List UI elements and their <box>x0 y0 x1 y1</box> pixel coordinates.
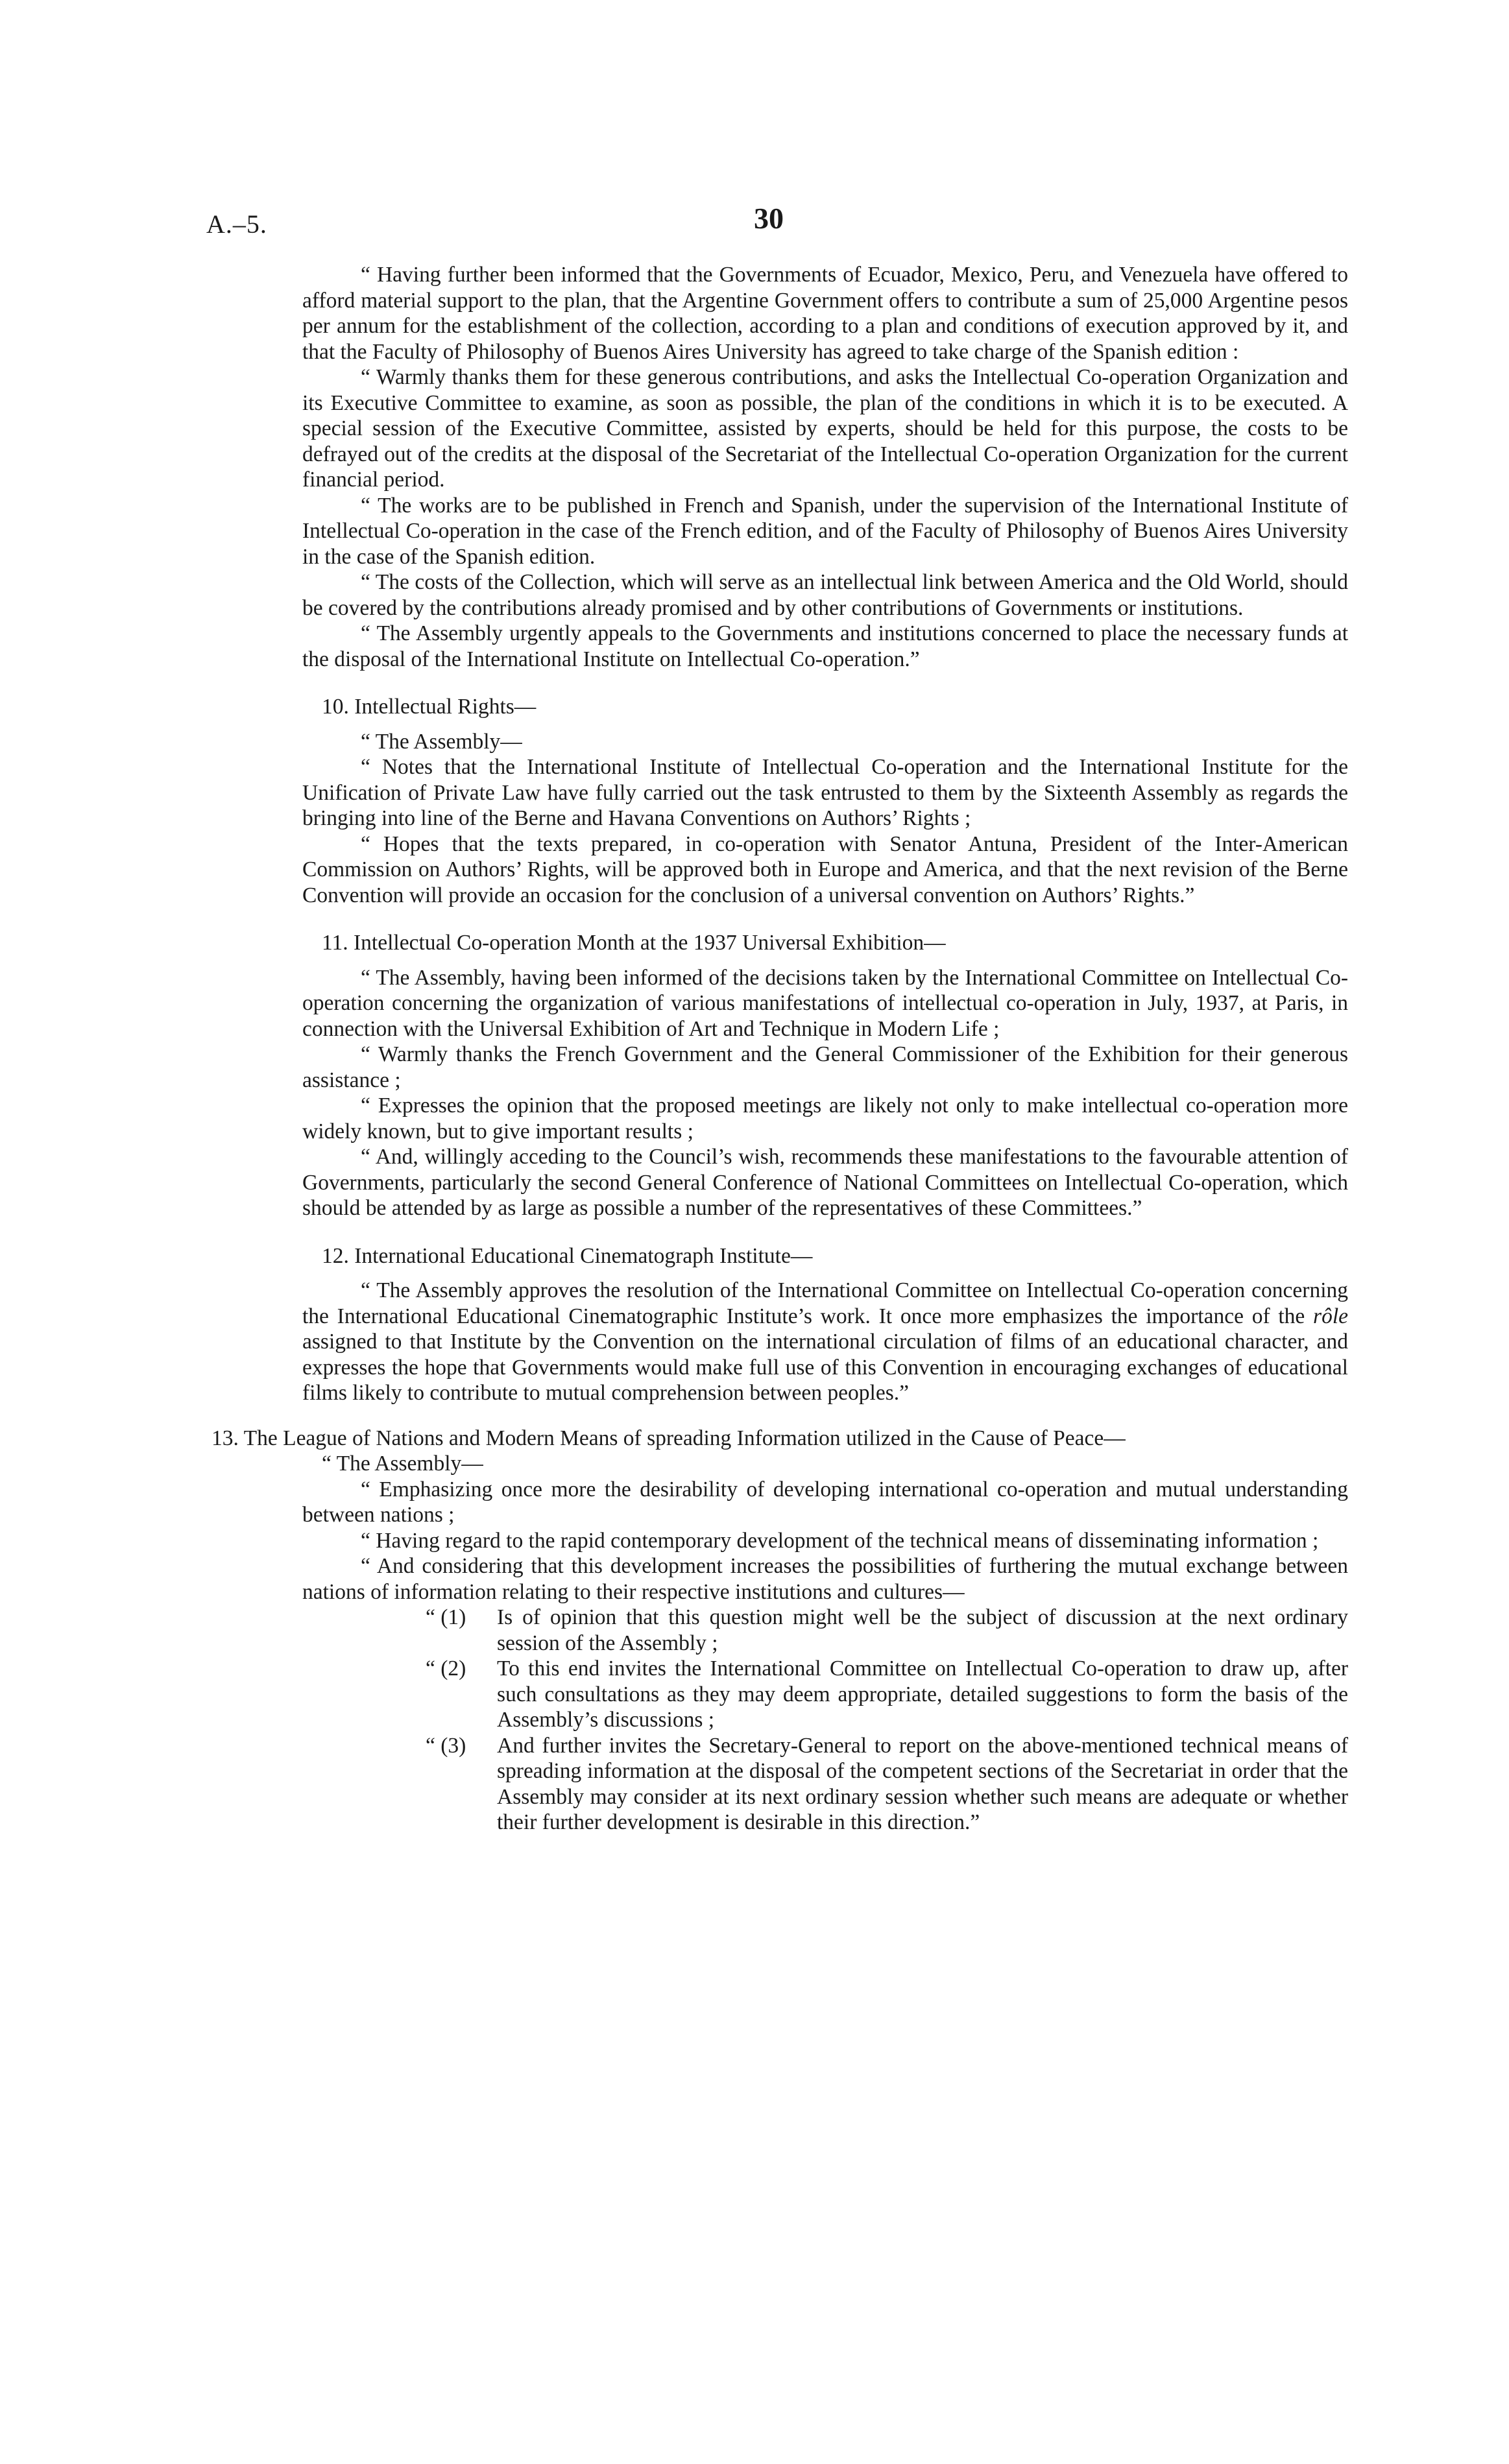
document-body <box>211 262 1348 1836</box>
paragraph: “ And, willingly acceding to the Council’s wish, recommends these manifestations to the favourable attention of Governments, particularly the second General Conference of National Committees on Intellectual Co-operation, which should be attended by as large as possible a number of the representatives of these Committees.” <box>302 1145 1348 1220</box>
paragraph: “ Emphasizing once more the desirability of developing international co-operation and mutual understanding between nations ; <box>302 1477 1348 1527</box>
paragraph: “ Expresses the opinion that the proposed meetings are likely not only to make intellectual co-operation more widely known, but to give important results ; <box>302 1094 1348 1143</box>
paragraph: “ The Assembly urgently appeals to the Governments and institutions concerned to place the necessary funds at the disposal of the International Institute on Intellectual Co-operation.” <box>302 621 1348 671</box>
item-number: “ (3) <box>426 1733 466 1758</box>
page-number: 30 <box>754 202 784 235</box>
document-reference: A.–5. <box>206 209 267 239</box>
item-text: And further invites the Secretary-General to report on the above-mentioned technical means of spreading information at the disposal of the competent sections of the Secretariat in order that the Assembly may consider at its next ordinary session whether such means are adequate or whether their further development is desirable in this direction.” <box>497 1733 1348 1834</box>
paragraph: “ Warmly thanks the French Government and the General Commissioner of the Exhibition for their generous assistance ; <box>302 1042 1348 1092</box>
paragraph: “ The costs of the Collection, which will serve as an intellectual link between America and the Old World, should be covered by the contributions already promised and by other contributions of Governments or institutions. <box>302 570 1348 620</box>
item-number: “ (1) <box>426 1605 466 1629</box>
paragraph <box>302 1278 1348 1406</box>
paragraph: “ Notes that the International Institute of Intellectual Co-operation and the International Institute for the Unification of Private Law have fully carried out the task entrusted to them by the Sixteenth Assembly as regards the bringing into line of the Berne and Havana Conventions on Authors’ Rights ; <box>302 755 1348 830</box>
section-heading-13: 13. The League of Nations and Modern Means of spreading Information utilized in the Cause of Peace— <box>211 1426 1126 1450</box>
text-run: assigned to that Institute by the Convention on the international circulation of films of an educational character, and expresses the hope that Governments would make full use of this Convention in encouraging exchanges of educational films likely to contribute to mutual comprehension between peoples.” <box>302 1330 1348 1405</box>
numbered-item <box>426 1605 1348 1656</box>
numbered-item <box>426 1656 1348 1733</box>
section-heading-10: 10. Intellectual Rights— <box>322 695 537 719</box>
item-text: To this end invites the International Committee on Intellectual Co-operation to draw up, after such consultations as they may deem appropriate, detailed suggestions to form the basis of the Assembly’s discussions ; <box>497 1657 1348 1732</box>
section-heading-11: 11. Intellectual Co-operation Month at the 1937 Universal Exhibition— <box>322 931 946 955</box>
text-run: “ The Assembly approves the resolution of the International Committee on Intellectual Co-operation concerning the International Educational Cinematographic Institute’s work. It once more emphasizes the importance of the <box>302 1278 1348 1328</box>
paragraph: “ Having further been informed that the Governments of Ecuador, Mexico, Peru, and Venezuela have offered to afford material support to the plan, that the Argentine Government offers to contribute a sum of 25,000 Argentine pesos per annum for the establishment of the collection, according to a plan and conditions of execution approved by it, and that the Faculty of Philosophy of Buenos Aires University has agreed to take charge of the Spanish edition : <box>302 263 1348 364</box>
item-number: “ (2) <box>426 1657 466 1681</box>
numbered-item <box>426 1733 1348 1836</box>
paragraph: “ The Assembly— <box>361 729 522 754</box>
paragraph: “ And considering that this development increases the possibilities of furthering the mutual exchange between nations of information relating to their respective institutions and cultures— <box>302 1554 1348 1604</box>
paragraph: “ Having regard to the rapid contemporary development of the technical means of disseminating information ; <box>361 1528 1319 1553</box>
paragraph: “ The Assembly— <box>322 1452 483 1476</box>
paragraph: “ The Assembly, having been informed of the decisions taken by the International Committee on Intellectual Co-operation concerning the organization of various manifestations of intellectual co-operation in July, 1937, at Paris, in connection with the Universal Exhibition of Art and Technique in Modern Life ; <box>302 965 1348 1041</box>
paragraph: “ Warmly thanks them for these generous contributions, and asks the Intellectual Co-operation Organization and its Executive Committee to examine, as soon as possible, the plan of the conditions in which it is to be executed. A special session of the Executive Committee, assisted by experts, should be held for this purpose, the costs to be defrayed out of the credits at the disposal of the Secretariat of the Intellectual Co-operation Organization for the current financial period. <box>302 365 1348 492</box>
paragraph: “ Hopes that the texts prepared, in co-operation with Senator Antuna, President of the Inter-American Commission on Authors’ Rights, will be approved both in Europe and America, and that the next revision of the Berne Convention will provide an occasion for the conclusion of a universal convention on Authors’ Rights.” <box>302 831 1348 907</box>
item-text: Is of opinion that this question might well be the subject of discussion at the next ordinary session of the Assembly ; <box>497 1605 1348 1655</box>
section-heading-12: 12. International Educational Cinematograph Institute— <box>322 1243 813 1268</box>
paragraph: “ The works are to be published in French and Spanish, under the supervision of the International Institute of Intellectual Co-operation in the case of the French edition, and of the Faculty of Philosophy of Buenos Aires University in the case of the Spanish edition. <box>302 493 1348 569</box>
italic-word: rôle <box>1313 1304 1348 1328</box>
